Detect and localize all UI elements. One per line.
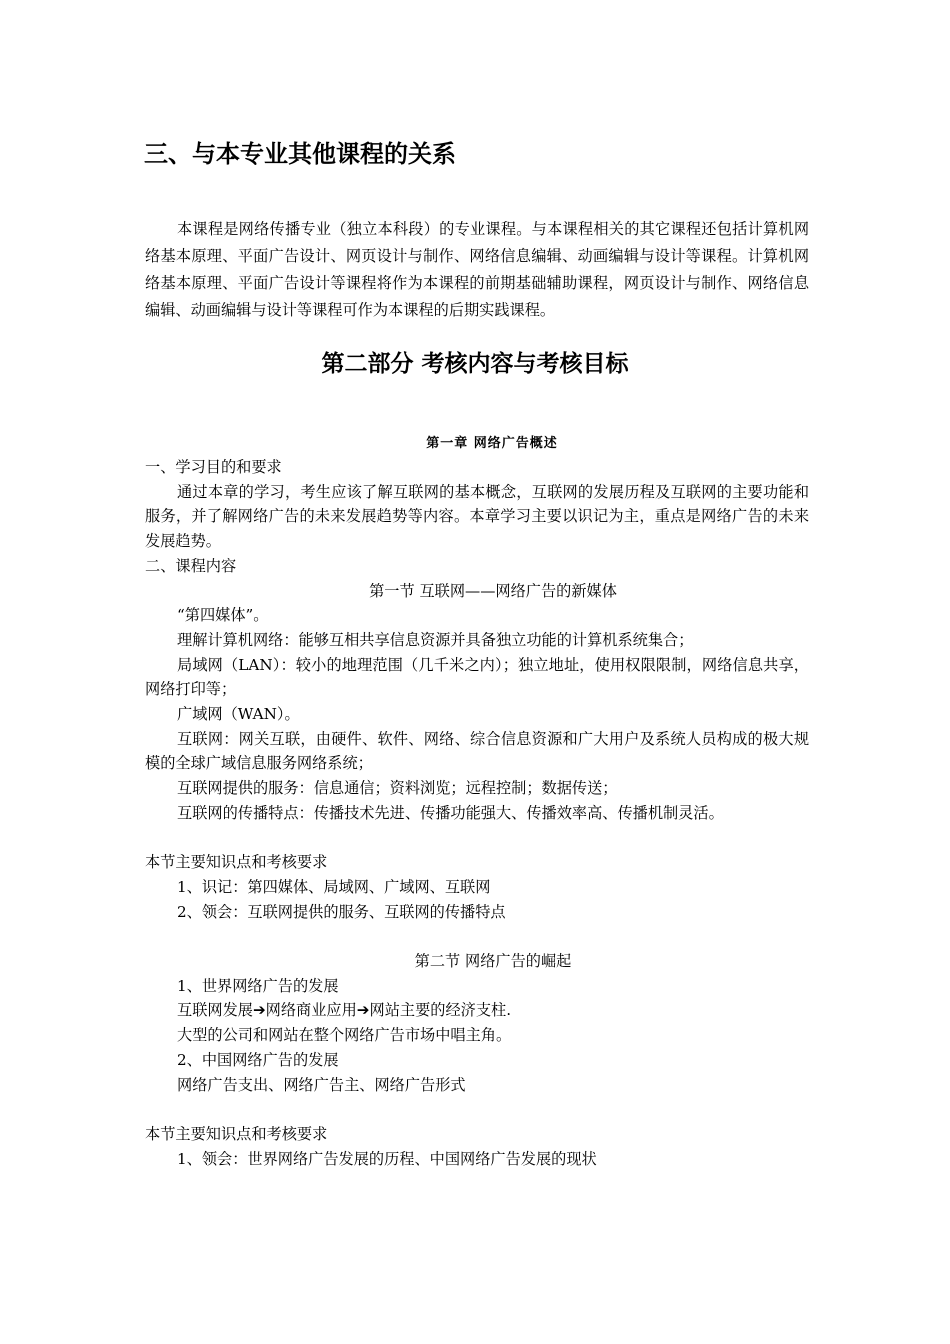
section1-line: 广域网（WAN）。 [177, 705, 300, 724]
section1-req: 2、领会：互联网提供的服务、互联网的传播特点 [177, 902, 506, 921]
section-heading: 三、与本专业其他课程的关系 [144, 140, 456, 168]
section1-line: 互联网：网关互联，由硬件、软件、网络、综合信息资源和广大用户及系统人员构成的极大规模的全球广域信息服务网络系统； [145, 729, 809, 773]
section1-req-heading: 本节主要知识点和考核要求 [145, 853, 328, 872]
intro-paragraph: 本课程是网络传播专业（独立本科段）的专业课程。与本课程相关的其它课程还包括计算机网络基本原理、平面广告设计、网页设计与制作、网络信息编辑、动画编辑与设计等课程。计算机网络基本原理、平面广告设计等课程将作为本课程的前期基础辅助课程，网页设计与制作、网络信息编辑、动画编辑与设计等课程可作为本课程的后期实践课程。 [145, 220, 809, 319]
flow-step: 互联网发展 [177, 1001, 253, 1020]
section2-req-heading: 本节主要知识点和考核要求 [145, 1124, 328, 1143]
section1-line: “第四媒体”。 [177, 606, 269, 625]
right-arrow-icon: ➔ [252, 1001, 266, 1020]
section1-req: 1、识记：第四媒体、局域网、广域网、互联网 [177, 877, 491, 896]
section1-title: 第一节 互联网——网络广告的新媒体 [369, 581, 617, 600]
section2-item2: 2、中国网络广告的发展 [177, 1050, 339, 1069]
section2-line: 网络广告支出、网络广告主、网络广告形式 [177, 1075, 466, 1094]
flow-step: 网站主要的经济支柱. [369, 1001, 512, 1020]
section2-title: 第二节 网络广告的崛起 [414, 952, 572, 971]
section2-req: 1、领会：世界网络广告发展的历程、中国网络广告发展的现状 [177, 1149, 597, 1168]
section2-flow [145, 998, 809, 1023]
section1-line: 理解计算机网络：能够互相共享信息资源并具备独立功能的计算机系统集合； [177, 630, 694, 649]
spacer [145, 826, 809, 851]
part-heading: 第二部分 考核内容与考核目标 [321, 351, 629, 377]
flow-step: 网络商业应用 [265, 1001, 357, 1020]
spacer [145, 924, 809, 949]
goal-heading: 一、学习目的和要求 [145, 458, 282, 476]
section2-item1: 1、世界网络广告的发展 [177, 976, 339, 995]
section1-line: 互联网的传播特点：传播技术先进、传播功能强大、传播效率高、传播机制灵活。 [177, 803, 724, 822]
spacer [145, 1097, 809, 1122]
content-heading: 二、课程内容 [145, 556, 237, 575]
chapter-heading: 第一章 网络广告概述 [426, 436, 558, 451]
right-arrow-icon: ➔ [356, 1001, 370, 1020]
goal-text: 通过本章的学习，考生应该了解互联网的基本概念，互联网的发展历程及互联网的主要功能和服务，并了解网络广告的未来发展趋势等内容。本章学习主要以识记为主，重点是网络广告的未来发展趋势。 [145, 482, 809, 551]
chapter-body [145, 455, 809, 1171]
section2-line: 大型的公司和网站在整个网络广告市场中唱主角。 [177, 1026, 512, 1045]
section1-line: 互联网提供的服务：信息通信；资料浏览；远程控制；数据传送； [177, 779, 618, 798]
section1-line: 局域网（LAN）：较小的地理范围（几千米之内）；独立地址，使用权限限制，网络信息共享，网络打印等； [145, 655, 809, 699]
